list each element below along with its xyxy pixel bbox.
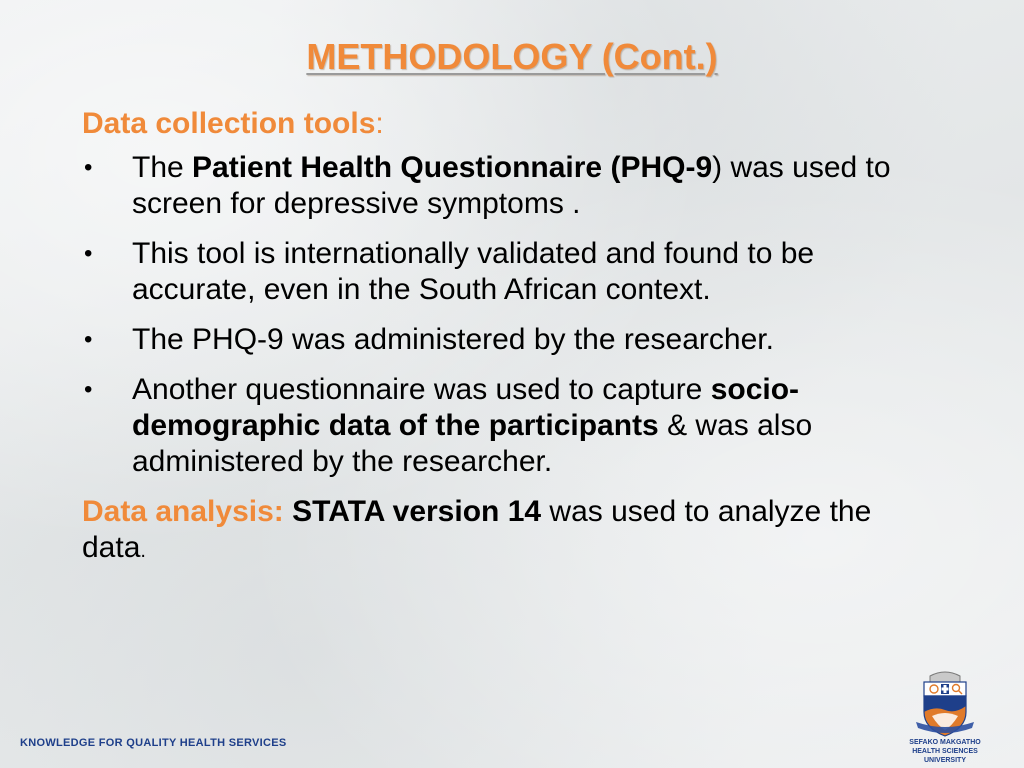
bullet-icon: • [84,376,93,403]
analysis-period: . [140,540,146,562]
bullet-text: & was also administered by the researcher. [132,409,813,478]
university-name-line2: HEALTH SCIENCES UNIVERSITY [912,748,978,764]
tools-bullet-list [82,150,942,480]
tools-heading-colon: : [375,107,384,140]
bullet-icon: • [84,154,93,181]
bullet-bold-text: socio-demographic data of the participants [132,373,800,442]
slide-body [82,106,942,569]
bullet-item-administered [82,322,942,358]
bullet-text: Another questionnaire was used to capture [132,373,711,406]
bullet-icon: • [84,326,93,353]
bullet-icon: • [84,240,93,267]
data-analysis-paragraph [82,494,942,569]
analysis-label: Data analysis: [82,495,293,528]
bullet-item-phq9 [82,150,942,222]
footer-tagline: KNOWLEDGE FOR QUALITY HEALTH SERVICES [20,737,287,749]
university-name [893,738,997,765]
analysis-software: STATA version 14 [292,495,542,528]
bullet-text: The [132,151,193,184]
slide-title: METHODOLOGY (Cont.) [306,36,718,77]
analysis-text: was used to analyze the data [82,495,872,564]
bullet-item-validation [82,236,942,308]
bullet-text: ) was used to screen for depressive symptoms . [132,151,891,220]
tools-heading-line [82,106,942,142]
tools-heading: Data collection tools [82,107,376,140]
university-name-line1: SEFAKO MAKGATHO [909,739,981,746]
bullet-bold-text: Patient Health Questionnaire (PHQ-9 [192,151,713,184]
bullet-text: This tool is internationally validated and found to be accurate, even in the South African context. [132,237,815,306]
university-crest-icon [910,666,980,738]
bullet-text: The PHQ-9 was administered by the researcher. [132,323,774,356]
bullet-item-sociodemographic [82,372,942,480]
